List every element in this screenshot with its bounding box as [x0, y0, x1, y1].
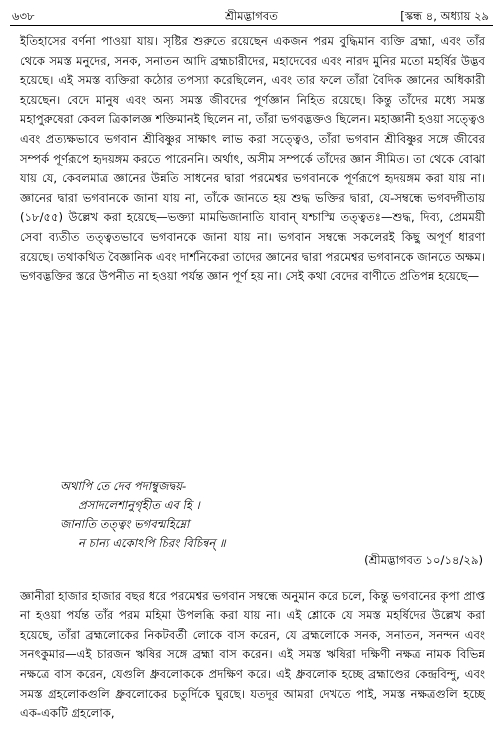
header-rule	[10, 25, 493, 26]
page-header	[10, 6, 493, 26]
book-title: শ্রীমদ্ভাগবত	[225, 9, 278, 23]
verse-line: জানাতি তত্ত্বং ভগবন্মহিম্নো	[60, 517, 190, 531]
main-text	[20, 32, 485, 287]
paragraph: ইতিহাসের বর্ণনা পাওয়া যায়। সৃষ্টির শুরুতে রয়েছেন একজন পরম বুদ্ধিমান ব্যক্তি ব্রহ্মা, এবং তাঁর থেকে সমস্ত মনুদের, সনক, সনাতন আদি ব্রহ্মচারীদের, মহাদেবের এবং নারদ মুনির মতো মহর্ষির উদ্ভব হয়েছে। এই সমস্ত ব্যক্তিরা কঠোর তপস্যা করেছিলেন, এবং তার ফলে তাঁরা বৈদিক জ্ঞানের অধিকারী হয়েছেন। বেদে মানুষ এবং অন্য সমস্ত জীবদের পূর্ণজ্ঞান নিহিত রয়েছে। কিন্তু তাঁদের মধ্যে সমস্ত মহাপুরুষেরা কেবল ত্রিকালজ্ঞ শক্তিমানই ছিলেন না, তাঁরা ভগবদ্ভক্তও ছিলেন। মহাজ্ঞানী হওয়া সত্ত্বেও এবং প্রত্যক্ষভাবে ভগবান শ্রীবিষ্ণুর সাক্ষাৎ লাভ করা সত্ত্বেও, তাঁরা ভগবান শ্রীবিষ্ণুর সঙ্গে জীবের সম্পর্ক পূর্ণরূপে হৃদয়ঙ্গম করতে পারেননি। অর্থাৎ, অসীম সম্পর্কে তাঁদের জ্ঞান সীমিত। তা থেকে বোঝা যায় যে, কেবলমাত্র জ্ঞানের উন্নতি সাধনের দ্বারা পরমেশ্বর ভগবানকে পূর্ণরূপে হৃদয়ঙ্গম করা যায় না। জ্ঞানের দ্বারা ভগবানকে জানা যায় না, তাঁকে জানতে হয় শুদ্ধ ভক্তির দ্বারা, যে-সম্বন্ধে ভগবদ্গীতায় (১৮/৫৫) উল্লেখ করা হয়েছে—ভক্ত্যা মামভিজানাতি যাবান্ যশ্চাস্মি তত্ত্বতঃ—শুদ্ধ, দিব্য, প্রেমময়ী সেবা ব্যতীত তত্ত্বতভাবে ভগবানকে জানা যায় না। ভগবান সম্বন্ধে সকলেরই কিছু অপূর্ণ ধারণা রয়েছে। তথাকথিত বৈজ্ঞানিক এবং দার্শনিকেরা তাদের জ্ঞানের দ্বারা পরমেশ্বর ভগবানকে জানতে অক্ষম। ভগবদ্ভক্তির স্তরে উপনীত না হওয়া পর্যন্ত জ্ঞান পূর্ণ হয় না। সেই কথা বেদের বাণীতে প্রতিপন্ন হয়েছে—	[20, 34, 485, 284]
page-number: ৬৩৮	[12, 9, 35, 23]
chapter-reference: [স্কন্ধ ৪, অধ্যায় ২৯	[400, 9, 489, 23]
paragraph: জ্ঞানীরা হাজার হাজার বছর ধরে পরমেশ্বর ভগবান সম্বন্ধে অনুমান করে চলে, কিন্তু ভগবানের কৃপা প্রাপ্ত না হওয়া পর্যন্ত তাঁর পরম মহিমা উপলব্ধি করা যায় না। এই শ্লোকে যে সমস্ত মহর্ষিদের উল্লেখ করা হয়েছে, তাঁরা ব্রহ্মলোকের নিকটবর্তী লোকে বাস করেন, যে ব্রহ্মলোকে সনক, সনাতন, সনন্দন এবং সনৎকুমার—এই চারজন ঋষির সঙ্গে ব্রহ্মা বাস করেন। এই সমস্ত ঋষিরা দক্ষিণী নক্ষত্র নামক বিভিন্ন নক্ষত্রে বাস করেন, যেগুলি ধ্রুবলোককে প্রদক্ষিণ করে। এই ধ্রুবলোক হচ্ছে ব্রহ্মাণ্ডের কেন্দ্রবিন্দু, এবং সমস্ত গ্রহলোকগুলি ধ্রুবলোকের চতুর্দিকে ঘুরছে। যতদূর আমরা দেখতে পাই, সমস্ত নক্ষত্রগুলি হচ্ছে এক-একটি গ্রহলোক,	[20, 588, 485, 721]
verse-block	[20, 477, 485, 567]
verse-line: অথাপি তে দেব পদাম্বুজদ্বয়-	[60, 479, 187, 493]
verse-line: ন চান্য একোঽপি চিরং বিচিন্বন্ ॥	[78, 536, 226, 550]
verse-line: প্রসাদলেশানুগৃহীত এব হি ।	[78, 498, 200, 512]
main-text-continued	[20, 575, 485, 735]
verse-reference: (শ্রীমদ্ভাগবত ১০/১৪/২৯)	[364, 553, 483, 567]
